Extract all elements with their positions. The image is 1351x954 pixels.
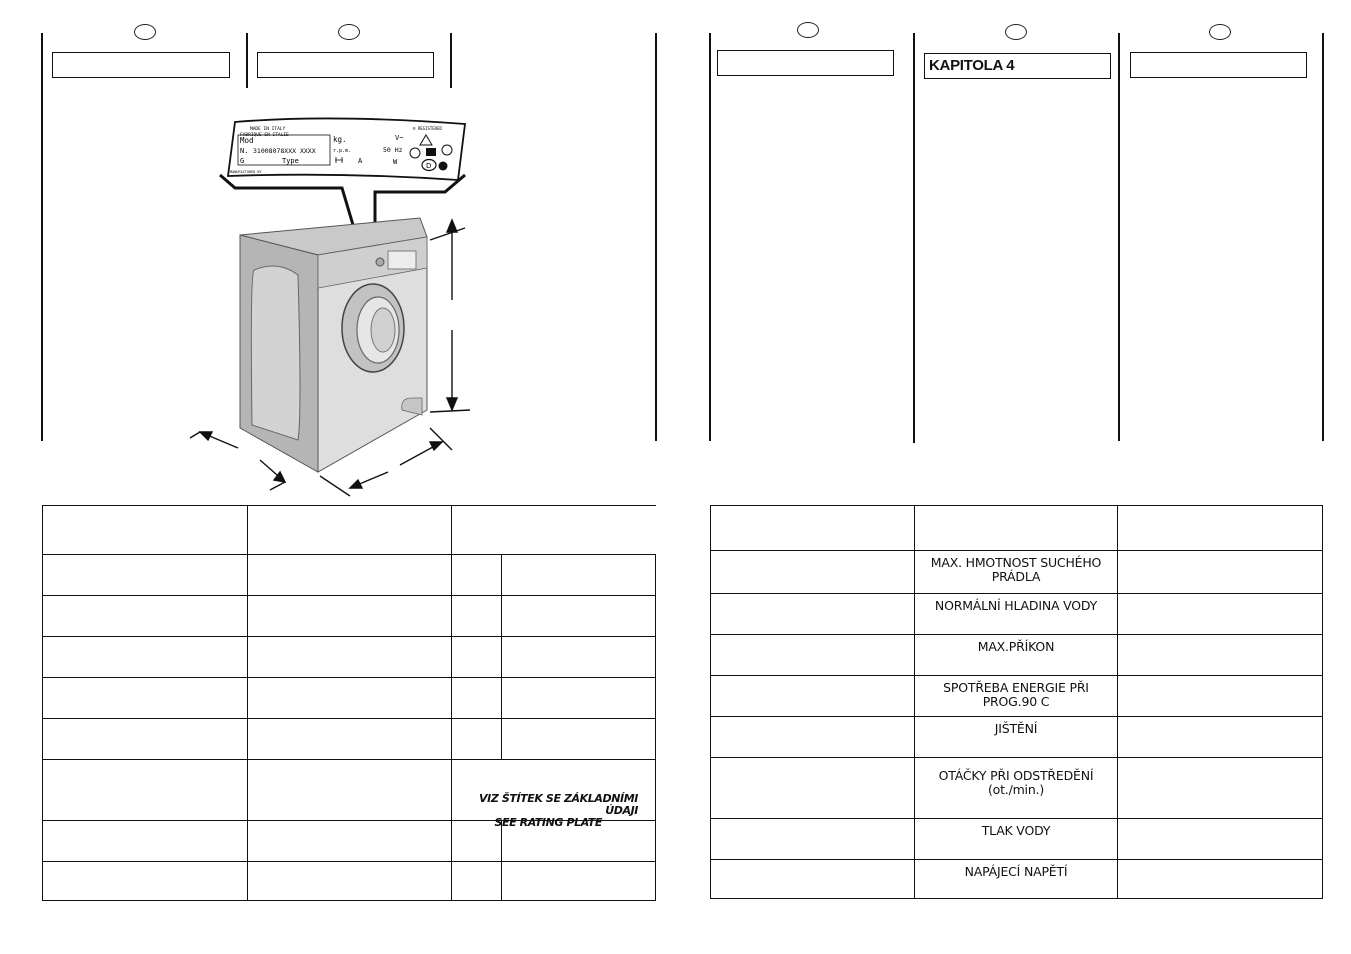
table-cell <box>711 819 915 860</box>
left-right-rule <box>655 33 657 441</box>
plate-type-label: Type <box>282 157 299 165</box>
table-cell <box>502 862 656 901</box>
spec-label <box>914 676 1118 717</box>
table-cell <box>711 860 915 899</box>
plate-a-label: A <box>358 157 363 165</box>
table-cell <box>43 719 248 760</box>
spec-label <box>914 594 1118 635</box>
plate-g-label: G <box>240 157 245 165</box>
table-cell <box>247 719 452 760</box>
plate-registered: ® REGISTERED <box>413 126 442 131</box>
table-cell <box>711 717 915 758</box>
plate-rpm-label: r.p.m. <box>333 148 352 154</box>
table-row <box>711 551 1323 594</box>
table-cell <box>452 506 656 555</box>
table-cell <box>247 637 452 678</box>
language-flag-circle <box>797 22 819 38</box>
language-flag-circle <box>338 24 360 40</box>
table-cell <box>247 596 452 637</box>
table-cell <box>711 506 915 551</box>
table-cell <box>502 555 656 596</box>
table-cell <box>43 637 248 678</box>
spec-label-text: SPOTŘEBA ENERGIE PŘI PROG.90 C <box>943 680 1089 709</box>
table-cell <box>452 637 502 678</box>
left-title-box-2 <box>257 52 434 78</box>
language-flag-circle <box>134 24 156 40</box>
plug-icon <box>426 148 436 156</box>
svg-text:MANUFACTURED BY: MANUFACTURED BY <box>230 170 262 174</box>
table-row <box>711 860 1323 899</box>
left-title-box-1 <box>52 52 230 78</box>
table-row <box>711 676 1323 717</box>
table-cell <box>247 678 452 719</box>
plate-n-label: N. <box>240 147 249 155</box>
table-cell <box>711 676 915 717</box>
table-cell <box>711 635 915 676</box>
table-row <box>43 678 656 719</box>
table-cell <box>502 719 656 760</box>
table-cell <box>43 678 248 719</box>
right-mid-rule-2 <box>1118 33 1120 441</box>
table-row <box>711 758 1323 819</box>
plate-mod-label: Mod <box>240 136 254 145</box>
spec-label-text: MAX. HMOTNOST SUCHÉHO PRÁDLA <box>930 555 1102 584</box>
table-cell <box>502 637 656 678</box>
chapter-title: KAPITOLA 4 <box>924 53 1111 79</box>
spec-label-text: NAPÁJECÍ NAPĚTÍ <box>964 864 1068 879</box>
table-cell <box>1118 551 1323 594</box>
left-spec-table <box>42 505 656 901</box>
right-title-box-1 <box>717 50 894 76</box>
table-cell <box>502 678 656 719</box>
table-row <box>43 555 656 596</box>
washing-machine-body <box>240 218 427 472</box>
right-outer-rule <box>709 33 711 441</box>
table-row <box>43 637 656 678</box>
table-cell <box>1118 758 1323 819</box>
table-cell <box>247 760 452 821</box>
plate-kg-label: kg. <box>333 135 347 144</box>
table-row <box>711 819 1323 860</box>
table-cell <box>1118 860 1323 899</box>
plate-fabrique: FABRIQUE EN ITALIE <box>240 133 289 138</box>
right-title-box-3 <box>1130 52 1307 78</box>
table-cell <box>43 821 248 862</box>
rating-plate-note <box>456 793 638 829</box>
table-cell <box>502 596 656 637</box>
right-mid-rule-1 <box>913 33 915 443</box>
table-cell <box>452 596 502 637</box>
spec-label <box>914 758 1118 819</box>
plate-hz-label: 50 Hz <box>383 146 403 154</box>
plate-v-label: V~ <box>395 134 404 142</box>
spec-label <box>914 860 1118 899</box>
table-cell <box>247 821 452 862</box>
right-spec-table <box>710 505 1323 899</box>
table-cell <box>1118 717 1323 758</box>
table-cell <box>1118 819 1323 860</box>
table-row <box>711 506 1323 551</box>
table-cell <box>43 506 248 555</box>
language-flag-circle <box>1005 24 1027 40</box>
spec-label <box>914 819 1118 860</box>
spec-label-text: MAX.PŘÍKON <box>977 639 1055 654</box>
table-cell <box>711 551 915 594</box>
rating-plate <box>228 118 465 180</box>
table-cell <box>711 758 915 819</box>
svg-text:D: D <box>426 162 432 170</box>
table-cell <box>247 555 452 596</box>
plate-serial: 31008078XXX XXXX <box>253 147 316 155</box>
table-row <box>43 506 656 555</box>
table-cell <box>247 506 452 555</box>
table-cell <box>1118 594 1323 635</box>
table-cell <box>43 555 248 596</box>
table-cell <box>1118 676 1323 717</box>
table-cell <box>452 719 502 760</box>
rating-note-line-2: SEE RATING PLATE <box>494 816 602 829</box>
plate-made-in: MADE IN ITALY <box>250 127 286 132</box>
table-cell <box>1118 506 1323 551</box>
table-cell <box>247 862 452 901</box>
table-row <box>711 717 1323 758</box>
table-cell <box>711 594 915 635</box>
table-cell <box>43 760 248 821</box>
table-cell <box>1118 635 1323 676</box>
table-row <box>43 862 656 901</box>
spec-label-text: OTÁČKY PŘI ODSTŘEDĚNÍ (ot./min.) <box>938 768 1094 797</box>
left-mid-rule-2 <box>450 33 452 88</box>
spec-label <box>914 635 1118 676</box>
spec-label-text: NORMÁLNÍ HLADINA VODY <box>934 598 1098 613</box>
table-cell <box>914 506 1118 551</box>
ce-mark-icon <box>439 162 448 171</box>
spec-label <box>914 717 1118 758</box>
left-outer-rule <box>41 33 43 441</box>
rating-note-line-1: VIZ ŠTÍTEK SE ZÁKLADNÍMI ÚDAJI <box>479 792 638 817</box>
table-cell <box>452 678 502 719</box>
table-row <box>711 594 1323 635</box>
spec-label-text: JIŠTĚNÍ <box>994 721 1038 736</box>
table-row <box>43 596 656 637</box>
program-knob-icon <box>376 258 384 266</box>
left-mid-rule-1 <box>246 33 248 88</box>
table-row <box>711 635 1323 676</box>
language-flag-circle <box>1209 24 1231 40</box>
table-cell <box>452 555 502 596</box>
table-cell <box>452 862 502 901</box>
spec-label-text: TLAK VODY <box>981 823 1051 838</box>
washing-machine-illustration <box>190 110 480 500</box>
table-cell <box>43 596 248 637</box>
spec-label <box>914 551 1118 594</box>
table-cell <box>43 862 248 901</box>
plate-w-label: W <box>393 158 398 166</box>
table-row <box>43 719 656 760</box>
right-right-rule <box>1322 33 1324 441</box>
